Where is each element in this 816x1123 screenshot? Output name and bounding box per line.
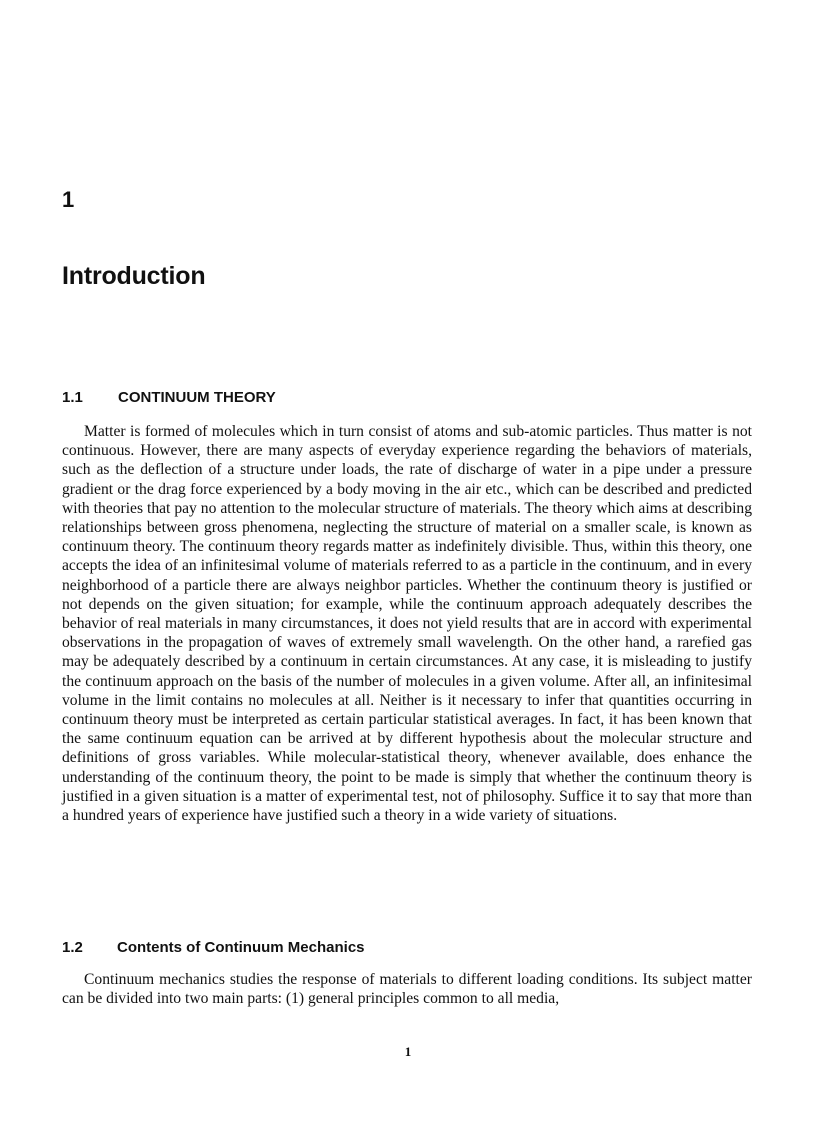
section-heading-1-1 bbox=[62, 388, 276, 408]
section-1-1-paragraph: Matter is formed of molecules which in turn consist of atoms and sub-atomic particles. Thus matter is not continuous. However, there are many aspects of everyday experience regarding the behaviors of materials, such as the deflection of a structure under loads, the rate of discharge of water in a pipe under a pressure gradient or the drag force experienced by a body moving in the air etc., which can be described and predicted with theories that pay no attention to the molecular structure of materials. The theory which aims at describing relationships between gross phenomena, neglecting the structure of material on a smaller scale, is known as continuum theory. The continuum theory regards matter as indefinitely divisible. Thus, within this theory, one accepts the idea of an infinitesimal volume of materials referred to as a particle in the continuum, and in every neighborhood of a particle there are always neighbor particles. Whether the continuum theory is justified or not depends on the given situation; for example, while the continuum approach adequately describes the behavior of real materials in many circumstances, it does not yield results that are in accord with experimental observations in the propagation of waves of extremely small wavelength. On the other hand, a rarefied gas may be adequately described by a continuum in certain circumstances. At any case, it is misleading to justify the continuum approach on the basis of the number of molecules in a given volume. After all, an infinitesimal volume in the limit contains no molecules at all. Neither is it necessary to infer that quantities occurring in continuum theory must be interpreted as certain particular statistical averages. In fact, it has been known that the same continuum equation can be arrived at by different hypothesis about the molecular structure and definitions of gross variables. While molecular-statistical theory, whenever available, does enhance the understanding of the continuum theory, the point to be made is simply that whether the continuum theory is justified in a given situation is a matter of experimental test, not of philosophy. Suffice it to say that more than a hundred years of experience have justified such a theory in a wide variety of situations. bbox=[62, 423, 752, 825]
section-number: 1.1 bbox=[62, 389, 83, 406]
page-number: 1 bbox=[404, 1044, 412, 1059]
section-heading-1-2 bbox=[62, 938, 365, 958]
section-1-2-paragraph: Continuum mechanics studies the response of materials to different loading conditions. Its subject matter can be divided into two main parts: (1) general principles common to all media, bbox=[62, 971, 752, 1008]
section-title: Contents of Continuum Mechanics bbox=[117, 939, 365, 956]
section-title: CONTINUUM THEORY bbox=[118, 389, 276, 406]
section-number: 1.2 bbox=[62, 939, 83, 956]
chapter-title: Introduction bbox=[62, 262, 206, 290]
chapter-number: 1 bbox=[62, 187, 75, 212]
